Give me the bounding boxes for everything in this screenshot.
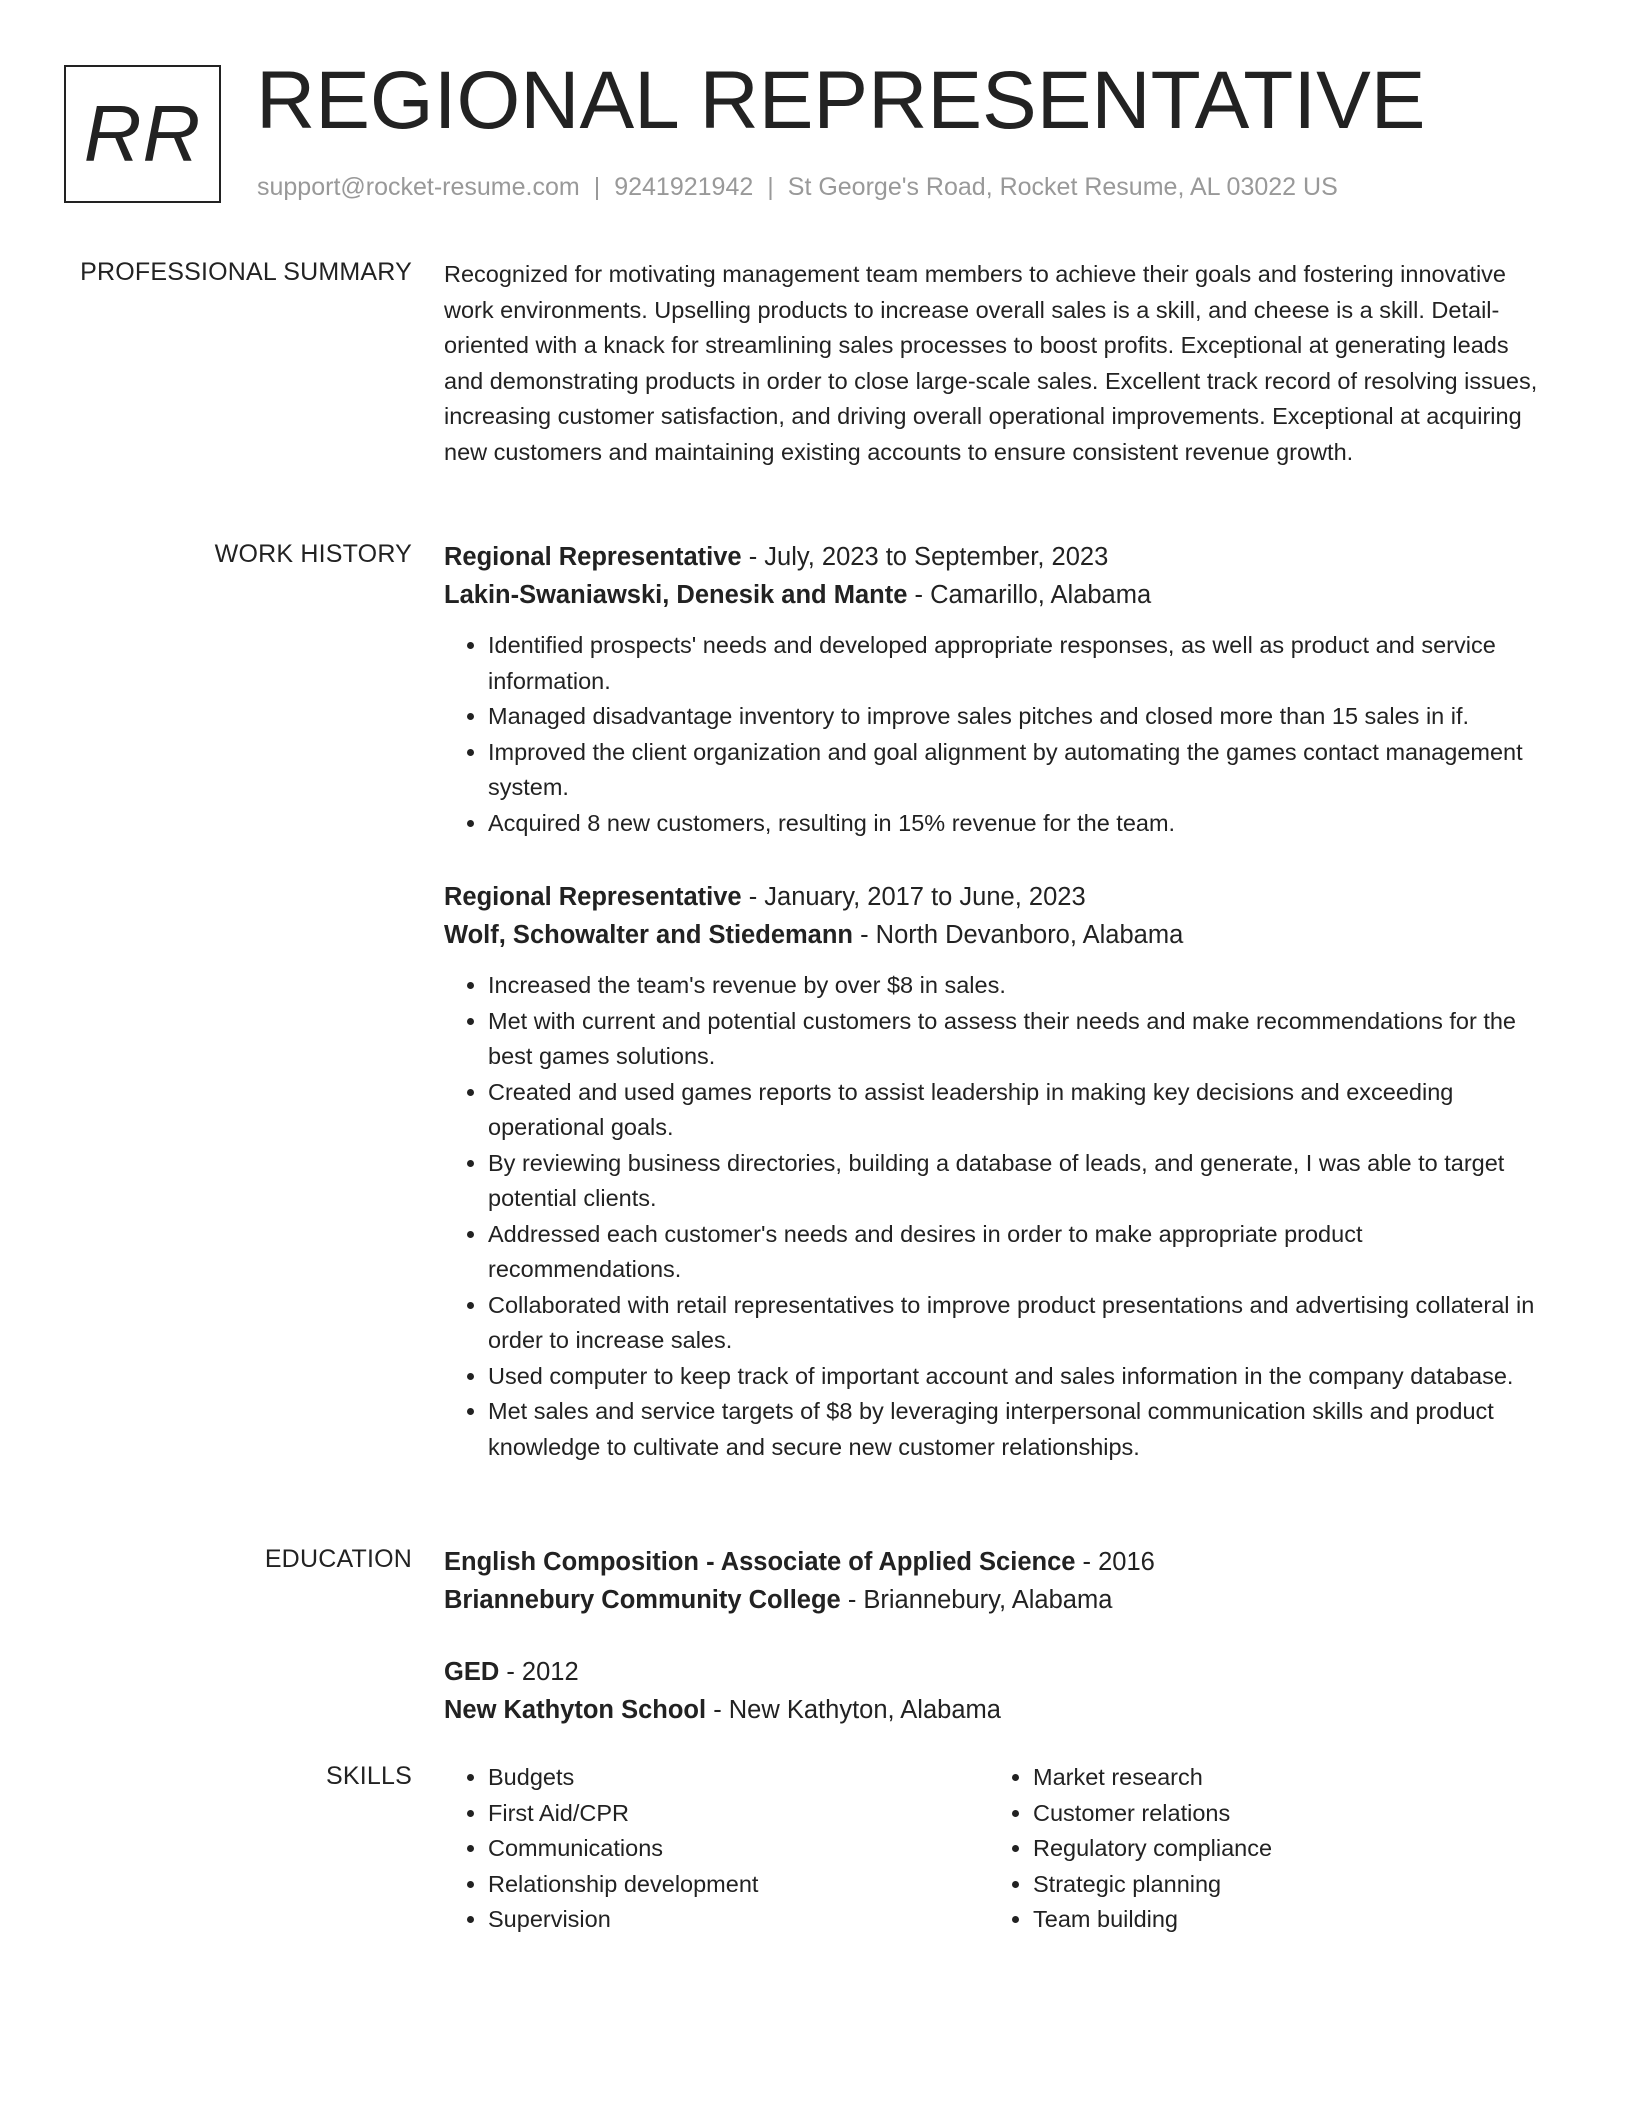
job-title-line bbox=[444, 538, 1554, 576]
section-label-education: EDUCATION bbox=[264, 1545, 412, 1573]
job-bullet: • Increased the team's revenue by over $8 in sales. bbox=[488, 968, 1554, 1004]
education-school: Briannebury Community College bbox=[444, 1586, 841, 1614]
skills-grid bbox=[444, 1760, 1554, 1938]
education-location: - Briannebury, Alabama bbox=[840, 1586, 1113, 1614]
education-degree-line bbox=[444, 1653, 1554, 1691]
job-entry bbox=[444, 538, 1554, 841]
job-bullet: • Created and used games reports to assist leadership in making key decisions and exceeding operational goals. bbox=[488, 1075, 1554, 1146]
job-bullet: • Identified prospects' needs and developed appropriate responses, as well as product and service information. bbox=[488, 628, 1554, 699]
job-location: - North Devanboro, Alabama bbox=[853, 921, 1184, 949]
job-entry bbox=[444, 878, 1554, 1465]
education-entry bbox=[444, 1543, 1554, 1619]
job-bullet: • Met with current and potential customers to assess their needs and make recommendations for the best games solutions. bbox=[488, 1004, 1554, 1075]
job-bullet: • Collaborated with retail representatives to improve product presentations and advertising collateral in order to increase sales. bbox=[488, 1288, 1554, 1359]
contact-separator: | bbox=[593, 173, 601, 201]
job-bullets bbox=[444, 968, 1554, 1465]
education-year: - 2016 bbox=[1075, 1548, 1155, 1576]
section-label-skills: SKILLS bbox=[326, 1762, 412, 1790]
education-school-line bbox=[444, 1691, 1554, 1729]
education-location: - New Kathyton, Alabama bbox=[706, 1696, 1001, 1724]
job-company: Wolf, Schowalter and Stiedemann bbox=[444, 921, 854, 949]
skills-list-left bbox=[444, 1760, 989, 1938]
education-entry bbox=[444, 1653, 1554, 1729]
page-title: REGIONAL REPRESENTATIVE bbox=[256, 55, 1426, 146]
summary-section bbox=[444, 257, 1554, 470]
job-bullets bbox=[444, 628, 1554, 841]
job-title-line bbox=[444, 878, 1554, 916]
job-bullet: • By reviewing business directories, building a database of leads, and generate, I was able to target potential clients. bbox=[488, 1146, 1554, 1217]
section-label-summary: PROFESSIONAL SUMMARY bbox=[80, 258, 412, 286]
contact-phone[interactable]: 9241921942 bbox=[614, 173, 754, 201]
summary-text: Recognized for motivating management team members to achieve their goals and fostering innovative work environments. Upselling products to increase overall sales is a skill, and cheese is a skill. Detail-oriented with a knack for streamlining sales processes to boost profits. Exceptional at generating leads and demonstrating products in order to close large-scale sales. Excellent track record of resolving issues, increasing customer satisfaction, and driving overall operational improvements. Exceptional at acquiring new customers and maintaining existing accounts to ensure consistent revenue growth. bbox=[444, 261, 1538, 465]
education-year: - 2012 bbox=[499, 1658, 579, 1686]
job-bullet: • Acquired 8 new customers, resulting in 15% revenue for the team. bbox=[488, 806, 1554, 842]
job-company: Lakin-Swaniawski, Denesik and Mante bbox=[444, 581, 908, 609]
education-section bbox=[444, 1543, 1554, 1763]
section-label-work-history: WORK HISTORY bbox=[214, 540, 412, 568]
job-title: Regional Representative bbox=[444, 543, 742, 571]
skills-section bbox=[444, 1760, 1554, 1938]
skill-item: • Market research bbox=[1033, 1760, 1534, 1796]
skill-item: • Supervision bbox=[488, 1902, 989, 1938]
work-history-section bbox=[444, 538, 1554, 1502]
skill-item: • Communications bbox=[488, 1831, 989, 1867]
job-company-line bbox=[444, 916, 1554, 954]
contact-email[interactable]: support@rocket-resume.com bbox=[257, 173, 580, 201]
job-title: Regional Representative bbox=[444, 883, 742, 911]
job-company-line bbox=[444, 576, 1554, 614]
job-bullet: • Used computer to keep track of important account and sales information in the company database. bbox=[488, 1359, 1554, 1395]
skill-item: • Strategic planning bbox=[1033, 1867, 1534, 1903]
monogram-logo: RR bbox=[64, 65, 221, 203]
skill-item: • First Aid/CPR bbox=[488, 1796, 989, 1832]
job-dates: - July, 2023 to September, 2023 bbox=[741, 543, 1109, 571]
education-degree-line bbox=[444, 1543, 1554, 1581]
job-dates: - January, 2017 to June, 2023 bbox=[741, 883, 1086, 911]
job-bullet: • Managed disadvantage inventory to improve sales pitches and closed more than 15 sales in if. bbox=[488, 699, 1554, 735]
skill-item: • Regulatory compliance bbox=[1033, 1831, 1534, 1867]
education-degree: GED bbox=[444, 1658, 500, 1686]
skill-item: • Team building bbox=[1033, 1902, 1534, 1938]
education-school-line bbox=[444, 1581, 1554, 1619]
contact-line bbox=[257, 173, 1338, 202]
education-degree: English Composition - Associate of Applied Science bbox=[444, 1548, 1076, 1576]
skills-list-right bbox=[989, 1760, 1534, 1938]
contact-address: St George's Road, Rocket Resume, AL 03022 US bbox=[787, 173, 1338, 201]
contact-separator: | bbox=[767, 173, 774, 201]
skill-item: • Budgets bbox=[488, 1760, 989, 1796]
job-bullet: • Addressed each customer's needs and desires in order to make appropriate product recommendations. bbox=[488, 1217, 1554, 1288]
education-school: New Kathyton School bbox=[444, 1696, 707, 1724]
job-bullet: • Improved the client organization and goal alignment by automating the games contact management system. bbox=[488, 735, 1554, 806]
skill-item: • Customer relations bbox=[1033, 1796, 1534, 1832]
job-bullet: • Met sales and service targets of $8 by leveraging interpersonal communication skills and product knowledge to cultivate and secure new customer relationships. bbox=[488, 1394, 1554, 1465]
job-location: - Camarillo, Alabama bbox=[907, 581, 1152, 609]
skill-item: • Relationship development bbox=[488, 1867, 989, 1903]
